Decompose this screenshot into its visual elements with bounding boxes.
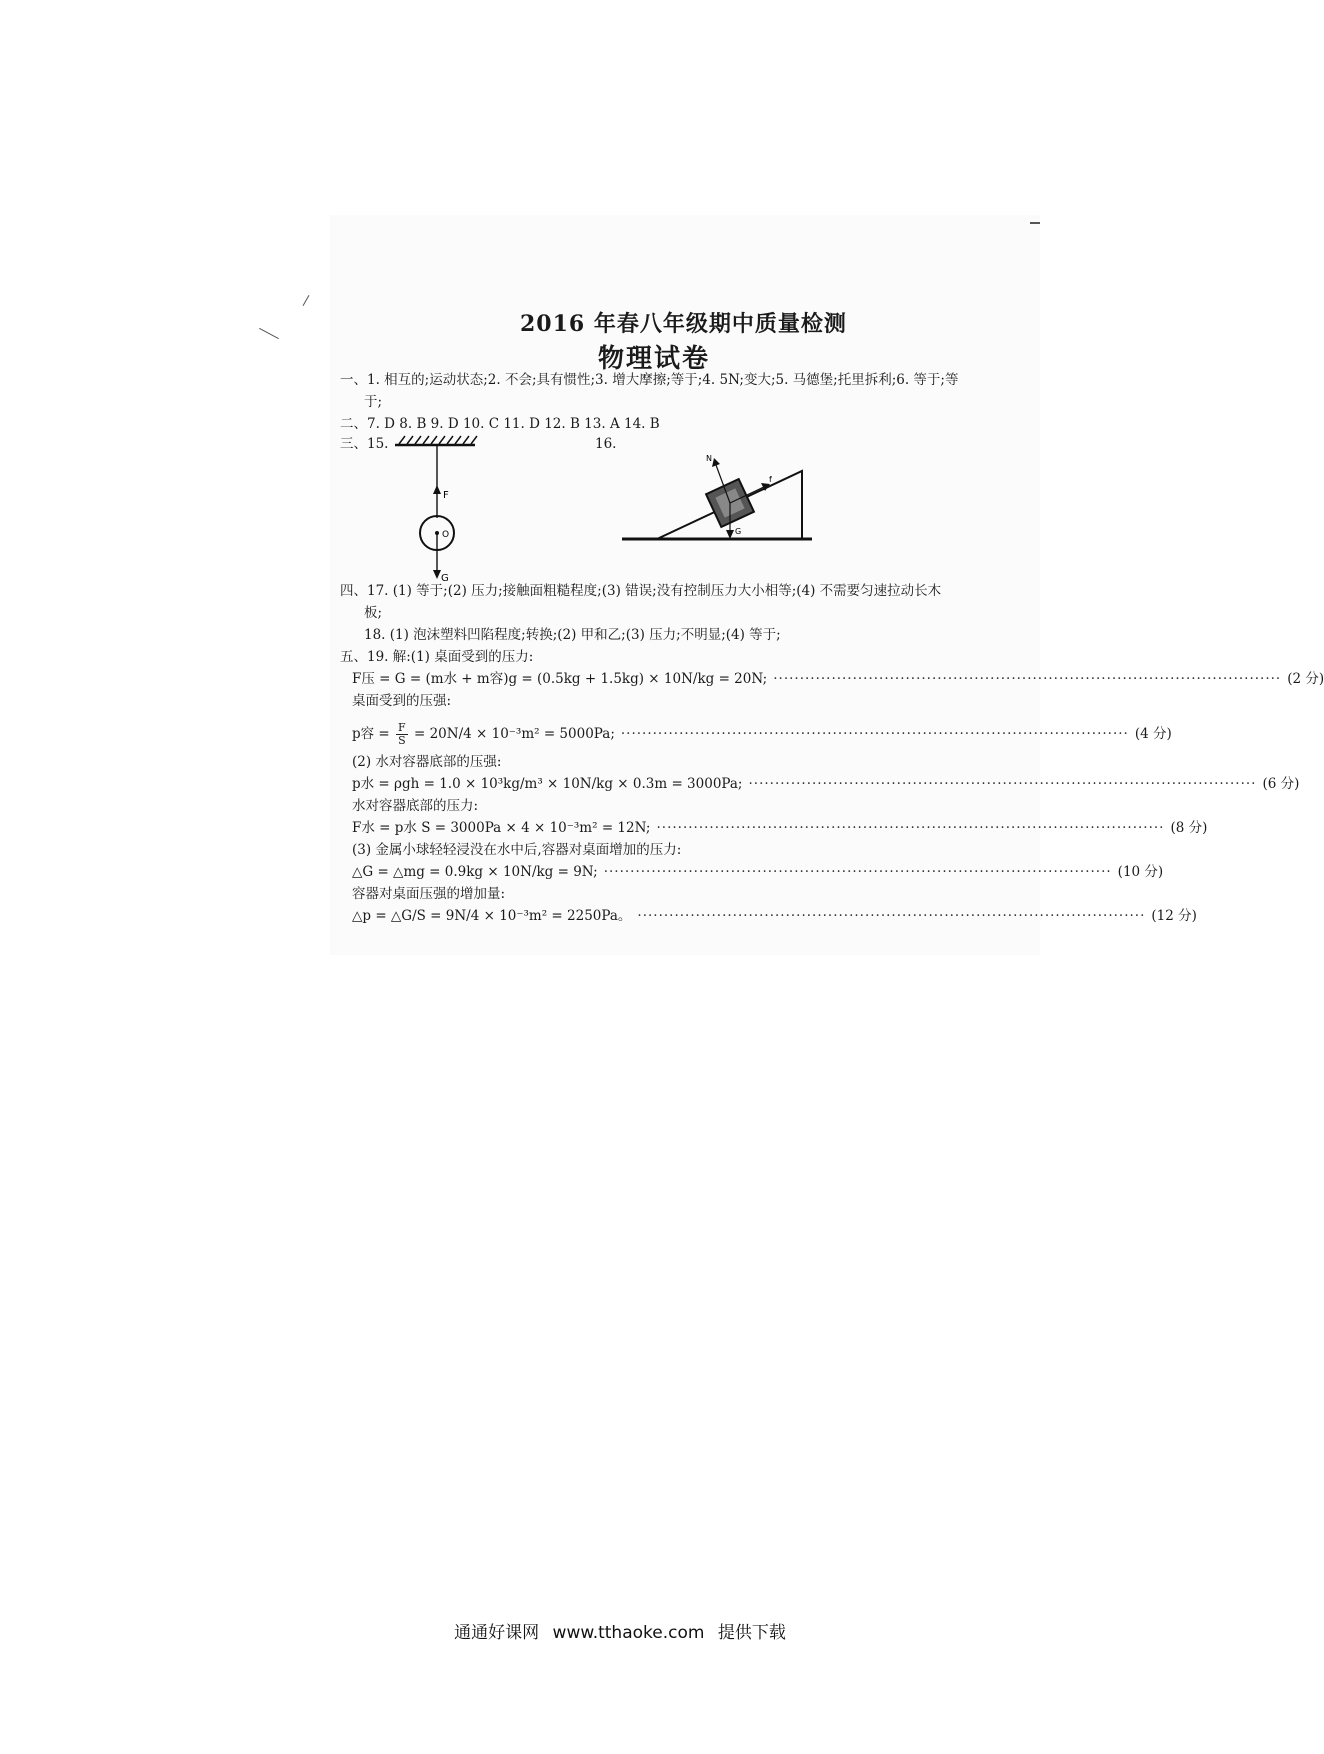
- score-label: (10 分): [1117, 864, 1164, 880]
- leader-dots: ································································································: [603, 864, 1112, 880]
- scan-artifact: [259, 328, 279, 339]
- formula-text: △G = △mg = 0.9kg × 10N/kg = 9N;: [352, 864, 598, 880]
- formula-right: = 20N/4 × 10⁻³m² = 5000Pa;: [413, 726, 615, 742]
- q19-formula-6: [352, 907, 1197, 925]
- footer: [0, 1618, 1240, 1643]
- label-normal-N: N: [706, 454, 712, 463]
- q17-line1: 四、17. (1) 等于;(2) 压力;接触面粗糙程度;(3) 错误;没有控制压力大小相等;(4) 不需要匀速拉动长木: [340, 583, 942, 599]
- section3-label-16: 16.: [595, 436, 617, 452]
- formula-text: F水 = p水 S = 3000Pa × 4 × 10⁻³m² = 12N;: [352, 820, 651, 836]
- q19-formula-3: [352, 775, 1300, 793]
- footer-note: 提供下载: [717, 1623, 786, 1643]
- fraction-denominator: S: [398, 734, 406, 747]
- footer-url[interactable]: www.tthaoke.com: [552, 1623, 705, 1643]
- ceiling-hatch: [399, 436, 477, 444]
- exam-subtitle: 物理试卷: [598, 344, 711, 374]
- q19-formula-1: [352, 670, 1324, 688]
- formula-left: p容 =: [352, 726, 390, 742]
- label-gravity-G: G: [441, 573, 449, 584]
- q19-formula-4: [352, 819, 1208, 837]
- scan-artifact: [303, 295, 310, 306]
- arrow-down-icon: [433, 570, 441, 579]
- scan-artifact: [1030, 222, 1040, 224]
- q19-formula-5: [352, 863, 1164, 881]
- figure-16-incline: [622, 433, 822, 553]
- formula-text: F压 = G = (m水 + m容)g = (0.5kg + 1.5kg) × 10N/kg = 20N;: [352, 671, 768, 687]
- footer-site-name: 通通好课网: [454, 1623, 540, 1643]
- q18-line: 18. (1) 泡沫塑料凹陷程度;转换;(2) 甲和乙;(3) 压力;不明显;(4) 等于;: [364, 627, 781, 643]
- label-center-O: O: [442, 530, 450, 540]
- section3-label-15: 三、15.: [340, 436, 389, 452]
- q19-text-5: (3) 金属小球轻轻浸没在水中后,容器对桌面增加的压力:: [352, 842, 682, 858]
- leader-dots: ································································································: [637, 908, 1146, 924]
- score-label: (6 分): [1262, 776, 1300, 792]
- q19-intro: 五、19. 解:(1) 桌面受到的压力:: [340, 649, 534, 665]
- label-gravity-G: G: [735, 527, 742, 536]
- section1-line1: 一、1. 相互的;运动状态;2. 不会;具有惯性;3. 增大摩擦;等于;4. 5N;变大;5. 马德堡;托里拆利;6. 等于;等: [340, 372, 959, 388]
- q17-line2: 板;: [364, 605, 383, 621]
- q19-text-2: 桌面受到的压强:: [352, 693, 452, 709]
- label-friction-f: f: [769, 475, 772, 484]
- leader-dots: ································································································: [748, 776, 1257, 792]
- arrow-up-icon: [433, 485, 441, 494]
- score-label: (8 分): [1170, 820, 1208, 836]
- label-force-F: F: [443, 490, 449, 501]
- score-label: (4 分): [1134, 726, 1172, 742]
- q19-text-3: (2) 水对容器底部的压强:: [352, 754, 502, 770]
- leader-dots: ································································································: [773, 671, 1282, 687]
- fraction-numerator: F: [398, 721, 406, 734]
- q19-formula-2: [352, 721, 1172, 747]
- fraction: [396, 722, 408, 747]
- score-label: (2 分): [1287, 671, 1324, 687]
- exam-title: 2016 年春八年级期中质量检测: [520, 311, 847, 337]
- formula-text: [352, 722, 615, 747]
- leader-dots: ································································································: [656, 820, 1165, 836]
- figure-15-hanging-ball: [395, 433, 525, 583]
- leader-dots: ································································································: [620, 726, 1129, 742]
- score-label: (12 分): [1151, 908, 1197, 924]
- q19-text-4: 水对容器底部的压力:: [352, 798, 479, 814]
- section1-line2: 于;: [364, 394, 383, 410]
- formula-text: p水 = ρgh = 1.0 × 10³kg/m³ × 10N/kg × 0.3m = 3000Pa;: [352, 776, 743, 792]
- section2-line: 二、7. D 8. B 9. D 10. C 11. D 12. B 13. A 14. B: [340, 416, 660, 432]
- q19-text-6: 容器对桌面压强的增加量:: [352, 886, 506, 902]
- formula-text: △p = △G/S = 9N/4 × 10⁻³m² = 2250Pa。: [352, 908, 632, 924]
